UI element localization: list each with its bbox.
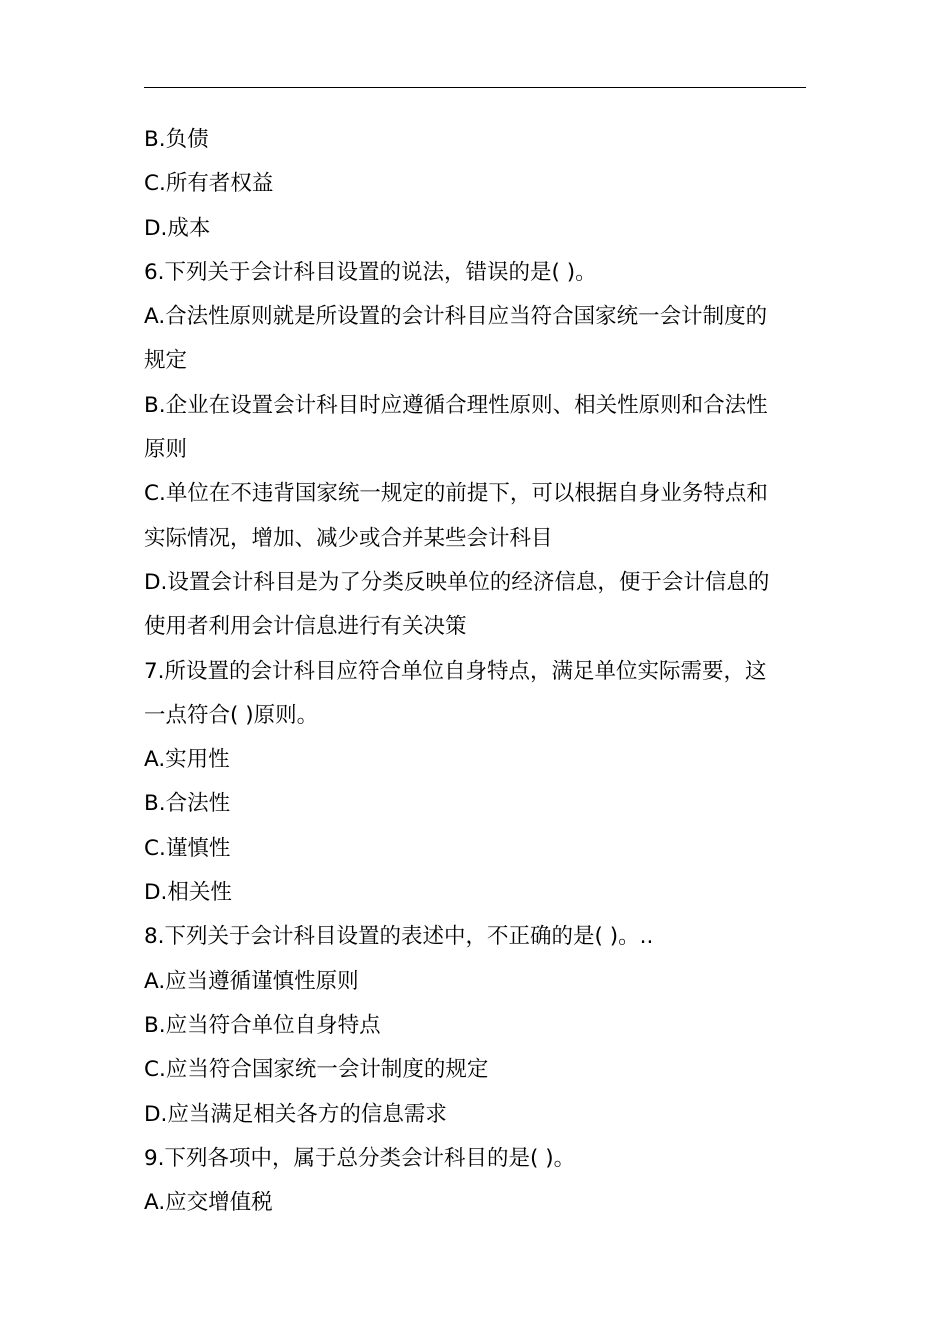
question-6-option-b-cont: 原则 xyxy=(144,437,188,463)
document-body xyxy=(144,118,808,1225)
question-6: 6.下列关于会计科目设置的说法，错误的是( )。 xyxy=(144,259,597,285)
question-7-option-d: D.相关性 xyxy=(144,880,232,906)
question-8-option-a: A.应当遵循谨慎性原则 xyxy=(144,968,359,994)
question-8-option-d: D.应当满足相关各方的信息需求 xyxy=(144,1101,447,1127)
option-d-cost: D.成本 xyxy=(144,215,211,241)
header-rule xyxy=(144,87,806,88)
question-6-option-b: B.企业在设置会计科目时应遵循合理性原则、相关性原则和合法性 xyxy=(144,392,768,418)
question-8-option-c: C.应当符合国家统一会计制度的规定 xyxy=(144,1057,489,1083)
question-6-option-c-cont: 实际情况，增加、减少或合并某些会计科目 xyxy=(144,525,553,551)
option-c-owners-equity: C.所有者权益 xyxy=(144,171,274,197)
question-7-option-a: A.实用性 xyxy=(144,747,230,773)
question-8: 8.下列关于会计科目设置的表述中，不正确的是( )。.. xyxy=(144,924,654,950)
question-9: 9.下列各项中，属于总分类会计科目的是( )。 xyxy=(144,1145,576,1171)
question-7: 7.所设置的会计科目应符合单位自身特点，满足单位实际需要，这 xyxy=(144,658,767,684)
question-8-option-b: B.应当符合单位自身特点 xyxy=(144,1012,381,1038)
question-6-option-c: C.单位在不违背国家统一规定的前提下，可以根据自身业务特点和 xyxy=(144,481,768,507)
question-9-option-a: A.应交增值税 xyxy=(144,1190,273,1216)
question-6-option-d-cont: 使用者利用会计信息进行有关决策 xyxy=(144,614,467,640)
question-7-cont: 一点符合( )原则。 xyxy=(144,702,319,728)
question-7-option-c: C.谨慎性 xyxy=(144,835,231,861)
option-b-liabilities: B.负债 xyxy=(144,127,209,152)
question-6-option-a: A.合法性原则就是所设置的会计科目应当符合国家统一会计制度的 xyxy=(144,304,768,330)
question-6-option-a-cont: 规定 xyxy=(144,348,188,374)
question-7-option-b: B.合法性 xyxy=(144,791,231,817)
question-6-option-d: D.设置会计科目是为了分类反映单位的经济信息，便于会计信息的 xyxy=(144,569,770,595)
